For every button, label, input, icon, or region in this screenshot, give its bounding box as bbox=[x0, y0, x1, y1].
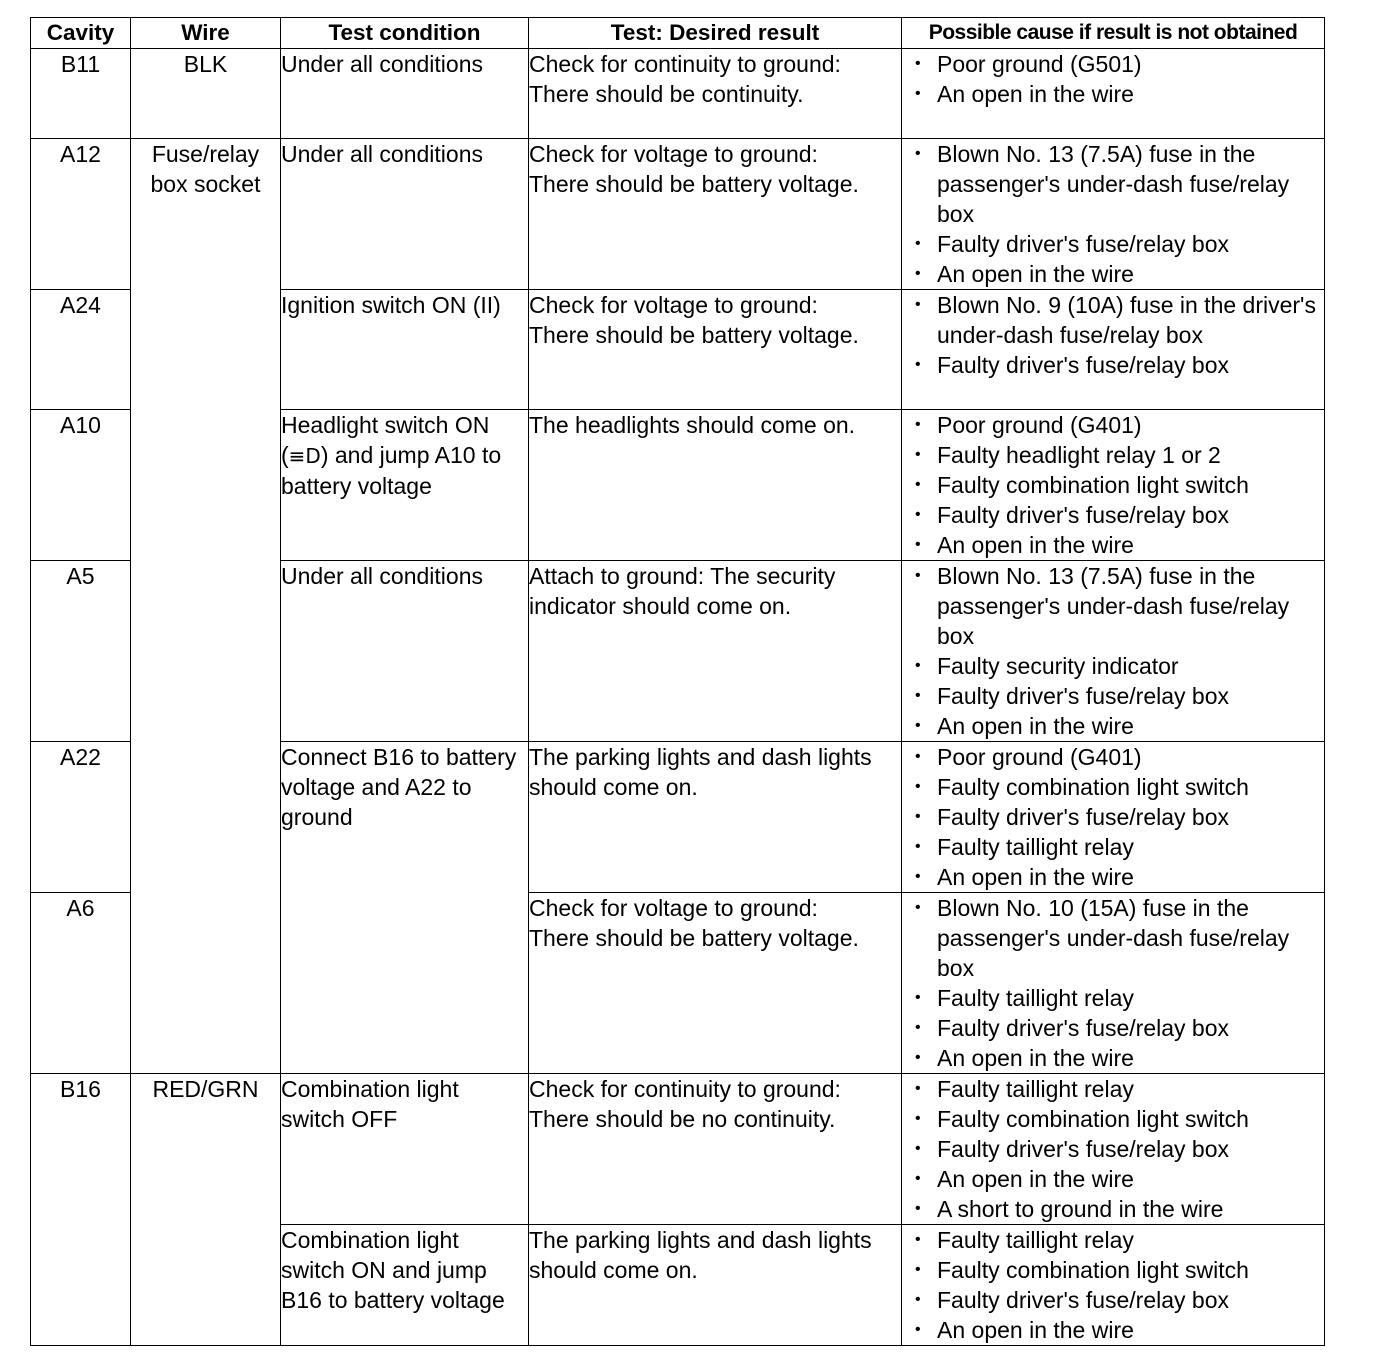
cause-list bbox=[902, 1225, 1324, 1345]
result-line: Attach to ground: The security indicator should come on. bbox=[529, 563, 836, 619]
cause-list bbox=[902, 1074, 1324, 1224]
cavity-cell: A12 bbox=[31, 139, 131, 290]
result-cell bbox=[529, 410, 902, 561]
header-wire: Wire bbox=[131, 18, 281, 49]
result-line: Check for voltage to ground: bbox=[529, 141, 818, 167]
cause-item: • An open in the wire bbox=[937, 1043, 1324, 1073]
result-line: Check for voltage to ground: bbox=[529, 292, 818, 318]
cause-item: • Faulty headlight relay 1 or 2 bbox=[937, 440, 1324, 470]
header-test-condition: Test condition bbox=[281, 18, 529, 49]
result-line: Check for continuity to ground: bbox=[529, 1076, 841, 1102]
condition-cell bbox=[281, 410, 529, 561]
cause-item: • An open in the wire bbox=[937, 259, 1324, 289]
header-possible-cause: Possible cause if result is not obtained bbox=[902, 18, 1325, 49]
cause-list bbox=[902, 49, 1324, 109]
cavity-cell: A10 bbox=[31, 410, 131, 561]
wire-cell: Fuse/relay box socket bbox=[131, 139, 281, 1074]
result-line: There should be battery voltage. bbox=[529, 925, 859, 951]
cause-list bbox=[902, 742, 1324, 892]
table-row bbox=[31, 1074, 1325, 1225]
cause-item: • Faulty driver's fuse/relay box bbox=[937, 350, 1324, 380]
cause-cell bbox=[902, 1074, 1325, 1225]
condition-cell: Ignition switch ON (II) bbox=[281, 290, 529, 410]
cause-item: • Poor ground (G401) bbox=[937, 742, 1324, 772]
cause-item: • Blown No. 9 (10A) fuse in the driver's under-dash fuse/relay box bbox=[937, 290, 1324, 350]
table-row bbox=[31, 139, 1325, 290]
cause-item: • Faulty taillight relay bbox=[937, 1074, 1324, 1104]
result-cell bbox=[529, 290, 902, 410]
condition-cell: Under all conditions bbox=[281, 139, 529, 290]
header-row bbox=[31, 18, 1325, 49]
header-desired-result: Test: Desired result bbox=[529, 18, 902, 49]
diagnostic-table bbox=[30, 17, 1325, 1346]
cause-item: • An open in the wire bbox=[937, 530, 1324, 560]
cavity-cell: B16 bbox=[31, 1074, 131, 1346]
condition-cell: Under all conditions bbox=[281, 49, 529, 139]
cause-item: • Faulty driver's fuse/relay box bbox=[937, 1013, 1324, 1043]
cause-list bbox=[902, 139, 1324, 289]
condition-cell: Under all conditions bbox=[281, 561, 529, 742]
cause-list bbox=[902, 561, 1324, 741]
cause-item: • An open in the wire bbox=[937, 862, 1324, 892]
result-cell bbox=[529, 561, 902, 742]
result-cell bbox=[529, 893, 902, 1074]
result-cell bbox=[529, 139, 902, 290]
cavity-cell: A24 bbox=[31, 290, 131, 410]
cause-list bbox=[902, 410, 1324, 560]
cause-cell bbox=[902, 49, 1325, 139]
result-line: The headlights should come on. bbox=[529, 412, 856, 438]
result-line: The parking lights and dash lights should come on. bbox=[529, 744, 872, 800]
cavity-cell: A22 bbox=[31, 742, 131, 893]
cause-item: • A short to ground in the wire bbox=[937, 1194, 1324, 1224]
condition-cell: Combination light switch ON and jump B16 to battery voltage bbox=[281, 1225, 529, 1346]
header-cavity: Cavity bbox=[31, 18, 131, 49]
cause-item: • Faulty combination light switch bbox=[937, 1104, 1324, 1134]
cause-cell bbox=[902, 561, 1325, 742]
cause-item: • Blown No. 13 (7.5A) fuse in the passenger's under-dash fuse/relay box bbox=[937, 139, 1324, 229]
cavity-cell: A6 bbox=[31, 893, 131, 1074]
cause-cell bbox=[902, 410, 1325, 561]
result-cell bbox=[529, 1225, 902, 1346]
cause-item: • Faulty combination light switch bbox=[937, 1255, 1324, 1285]
result-cell bbox=[529, 49, 902, 139]
cause-item: • Poor ground (G501) bbox=[937, 49, 1324, 79]
cause-cell bbox=[902, 290, 1325, 410]
cause-cell bbox=[902, 742, 1325, 893]
result-line: There should be continuity. bbox=[529, 81, 804, 107]
cause-item: • An open in the wire bbox=[937, 1164, 1324, 1194]
cause-item: • Faulty driver's fuse/relay box bbox=[937, 681, 1324, 711]
cause-item: • Faulty driver's fuse/relay box bbox=[937, 229, 1324, 259]
result-cell bbox=[529, 742, 902, 893]
cause-item: • Faulty combination light switch bbox=[937, 470, 1324, 500]
cause-item: • Faulty driver's fuse/relay box bbox=[937, 802, 1324, 832]
table-header bbox=[31, 18, 1325, 49]
table-row bbox=[31, 49, 1325, 139]
cavity-cell: B11 bbox=[31, 49, 131, 139]
cause-item: • Blown No. 10 (15A) fuse in the passenger's under-dash fuse/relay box bbox=[937, 893, 1324, 983]
cause-item: • An open in the wire bbox=[937, 711, 1324, 741]
cause-item: • Faulty taillight relay bbox=[937, 832, 1324, 862]
cavity-cell: A5 bbox=[31, 561, 131, 742]
cause-item: • Faulty taillight relay bbox=[937, 1225, 1324, 1255]
cause-item: • An open in the wire bbox=[937, 79, 1324, 109]
cause-item: • Blown No. 13 (7.5A) fuse in the passenger's under-dash fuse/relay box bbox=[937, 561, 1324, 651]
wire-cell: RED/GRN bbox=[131, 1074, 281, 1346]
result-line: There should be battery voltage. bbox=[529, 322, 859, 348]
result-line: There should be battery voltage. bbox=[529, 171, 859, 197]
result-line: Check for voltage to ground: bbox=[529, 895, 818, 921]
cause-item: • An open in the wire bbox=[937, 1315, 1324, 1345]
result-line: The parking lights and dash lights should come on. bbox=[529, 1227, 872, 1283]
condition-cell: Combination light switch OFF bbox=[281, 1074, 529, 1225]
cause-list bbox=[902, 290, 1324, 380]
cause-cell bbox=[902, 139, 1325, 290]
condition-text: ) and jump A10 to battery voltage bbox=[281, 442, 502, 499]
cause-item: • Faulty driver's fuse/relay box bbox=[937, 1285, 1324, 1315]
headlight-symbol-icon: ≡D bbox=[288, 444, 321, 468]
cause-item: • Faulty driver's fuse/relay box bbox=[937, 1134, 1324, 1164]
condition-text: Headlight switch ON ( bbox=[281, 412, 490, 468]
cause-item: • Faulty combination light switch bbox=[937, 772, 1324, 802]
cause-item: • Poor ground (G401) bbox=[937, 410, 1324, 440]
result-line: Check for continuity to ground: bbox=[529, 51, 841, 77]
condition-cell: Connect B16 to battery voltage and A22 to ground bbox=[281, 742, 529, 1074]
wire-cell: BLK bbox=[131, 49, 281, 139]
cause-item: • Faulty driver's fuse/relay box bbox=[937, 500, 1324, 530]
cause-cell bbox=[902, 1225, 1325, 1346]
cause-item: • Faulty taillight relay bbox=[937, 983, 1324, 1013]
table-body bbox=[31, 49, 1325, 1346]
cause-cell bbox=[902, 893, 1325, 1074]
result-line: There should be no continuity. bbox=[529, 1106, 836, 1132]
result-cell bbox=[529, 1074, 902, 1225]
cause-item: • Faulty security indicator bbox=[937, 651, 1324, 681]
cause-list bbox=[902, 893, 1324, 1073]
